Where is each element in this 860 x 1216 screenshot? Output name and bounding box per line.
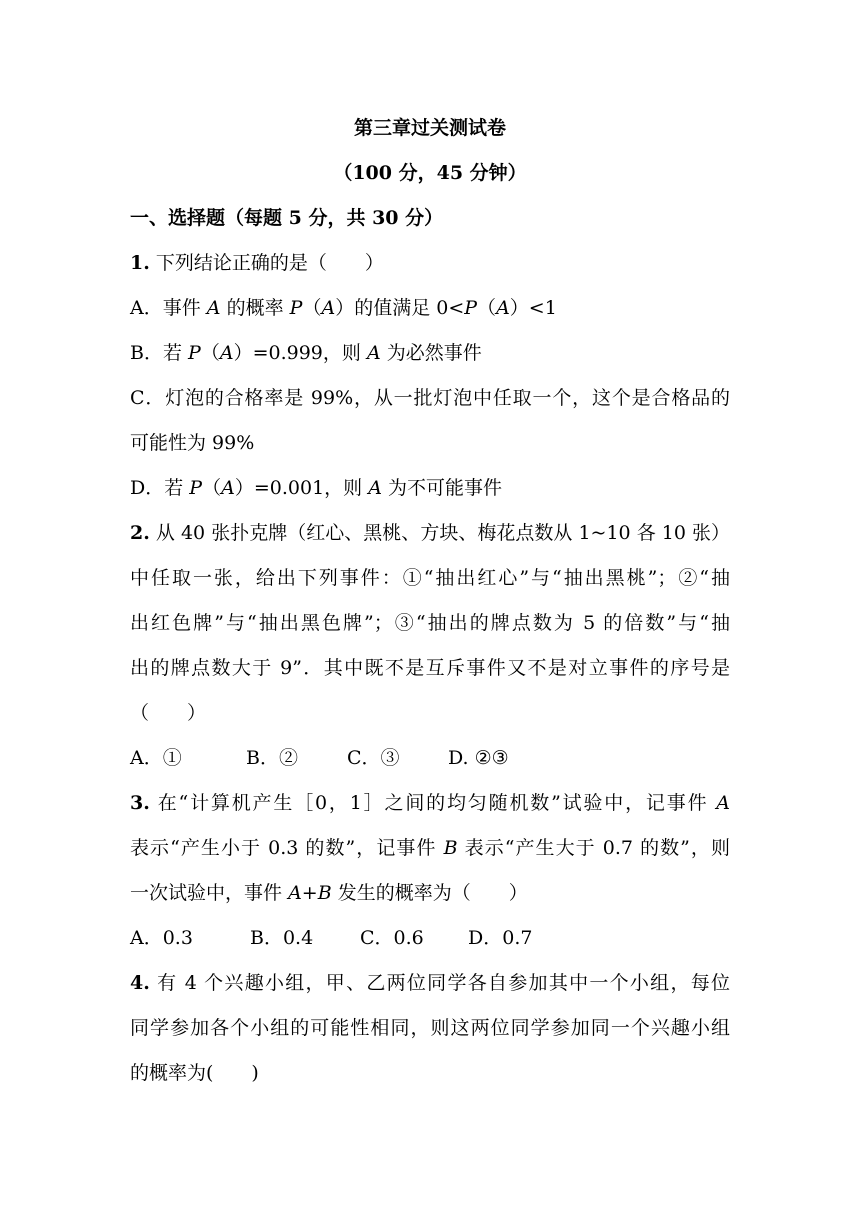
math-variable: P <box>189 477 203 499</box>
question-text: 表示“产生小于 0.3 的数”，记事件 <box>130 837 437 859</box>
question-text: 表示“产生大于 0.7 的数”，则 <box>464 837 730 859</box>
math-variable: A+B <box>288 882 332 904</box>
option-a: A．0.3 <box>130 927 193 949</box>
option-b: B．0.4 <box>250 927 314 949</box>
math-variable: B <box>443 837 458 859</box>
math-variable: A <box>716 792 731 814</box>
question-text: 一次试验中，事件 <box>130 882 283 904</box>
question-2-line-5: （ ） <box>130 702 207 724</box>
question-3-line-3 <box>130 881 730 905</box>
page-subtitle: （100 分，45 分钟） <box>333 162 527 184</box>
question-number: 4. <box>130 972 150 994</box>
question-text: 在“计算机产生［0，1］之间的均匀随机数”试验中，记事件 <box>157 792 709 814</box>
question-1-option-d <box>130 476 730 500</box>
option-text: 的概率 <box>226 297 284 319</box>
option-text: （ <box>202 477 222 499</box>
question-1-option-a <box>130 296 730 320</box>
math-variable: A <box>366 342 381 364</box>
option-c: C．0.6 <box>360 927 424 949</box>
question-number: 3. <box>130 792 150 814</box>
question-1-option-c-line-2: 可能性为 99% <box>130 432 255 454</box>
question-2-line-3: 出红色牌”与“抽出黑色牌”；③“抽出的牌点数为 5 的倍数”与“抽 <box>130 612 730 634</box>
option-text: 若 <box>162 342 182 364</box>
option-c: C．③ <box>347 747 400 769</box>
option-text: 为不可能事件 <box>388 477 503 499</box>
question-2-line-4: 出的牌点数大于 9”．其中既不是互斥事件又不是对立事件的序号是 <box>130 657 730 679</box>
math-variable: A <box>321 297 336 319</box>
question-text: 下列结论正确的是（ ） <box>155 252 384 274</box>
question-number: 1. <box>130 252 150 274</box>
option-text: （ <box>200 342 220 364</box>
question-4-line-1 <box>130 971 730 995</box>
option-a: A．① <box>130 747 182 769</box>
question-number: 2. <box>130 522 150 544</box>
page-title: 第三章过关测试卷 <box>353 117 506 139</box>
math-variable: P <box>289 297 303 319</box>
math-variable: A <box>219 342 234 364</box>
question-text: 有 4 个兴趣小组，甲、乙两位同学各自参加其中一个小组，每位 <box>157 972 731 994</box>
option-text: 为必然事件 <box>386 342 482 364</box>
math-variable: P <box>188 342 201 364</box>
option-text: ）=0.999，则 <box>233 342 361 364</box>
option-d: D. ②③ <box>448 747 509 769</box>
option-text: ）<1 <box>509 297 557 319</box>
math-variable: A <box>206 297 221 319</box>
question-1-option-b <box>130 341 730 365</box>
question-3-line-1 <box>130 791 730 815</box>
math-variable: A <box>496 297 510 319</box>
option-text: 事件 <box>162 297 201 319</box>
question-3-options <box>130 926 730 950</box>
question-2-line-2: 中任取一张，给出下列事件：①“抽出红心”与“抽出黑桃”；②“抽 <box>130 567 730 589</box>
option-label: B． <box>130 342 163 364</box>
math-variable: P <box>464 297 478 319</box>
option-label: C． <box>130 387 166 409</box>
math-variable: A <box>368 477 382 499</box>
option-text: （ <box>302 297 322 319</box>
question-text: 发生的概率为（ ） <box>337 882 528 904</box>
question-2-line-1 <box>130 521 730 545</box>
option-label: D． <box>130 477 165 499</box>
option-b: B．② <box>246 747 298 769</box>
question-1-stem <box>130 251 730 275</box>
question-1-option-c-line-1 <box>130 386 730 410</box>
question-text: 从 40 张扑克牌（红心、黑桃、方块、梅花点数从 1~10 各 10 张） <box>155 522 731 544</box>
option-text: 若 <box>164 477 184 499</box>
question-4-line-3: 的概率为( ) <box>130 1062 259 1084</box>
question-2-options <box>130 746 730 770</box>
option-text: ）的值满足 0< <box>335 297 465 319</box>
option-label: A． <box>130 297 163 319</box>
math-variable: A <box>221 477 235 499</box>
question-3-line-2 <box>130 836 730 860</box>
option-d: D．0.7 <box>468 927 533 949</box>
option-text: ）=0.001，则 <box>234 477 363 499</box>
option-text: 灯泡的合格率是 99%，从一批灯泡中任取一个，这个是合格品的 <box>165 387 730 409</box>
question-4-line-2: 同学参加各个小组的可能性相同，则这两位同学参加同一个兴趣小组 <box>130 1017 730 1039</box>
section-heading: 一、选择题（每题 5 分，共 30 分） <box>130 207 444 229</box>
option-text: （ <box>477 297 497 319</box>
